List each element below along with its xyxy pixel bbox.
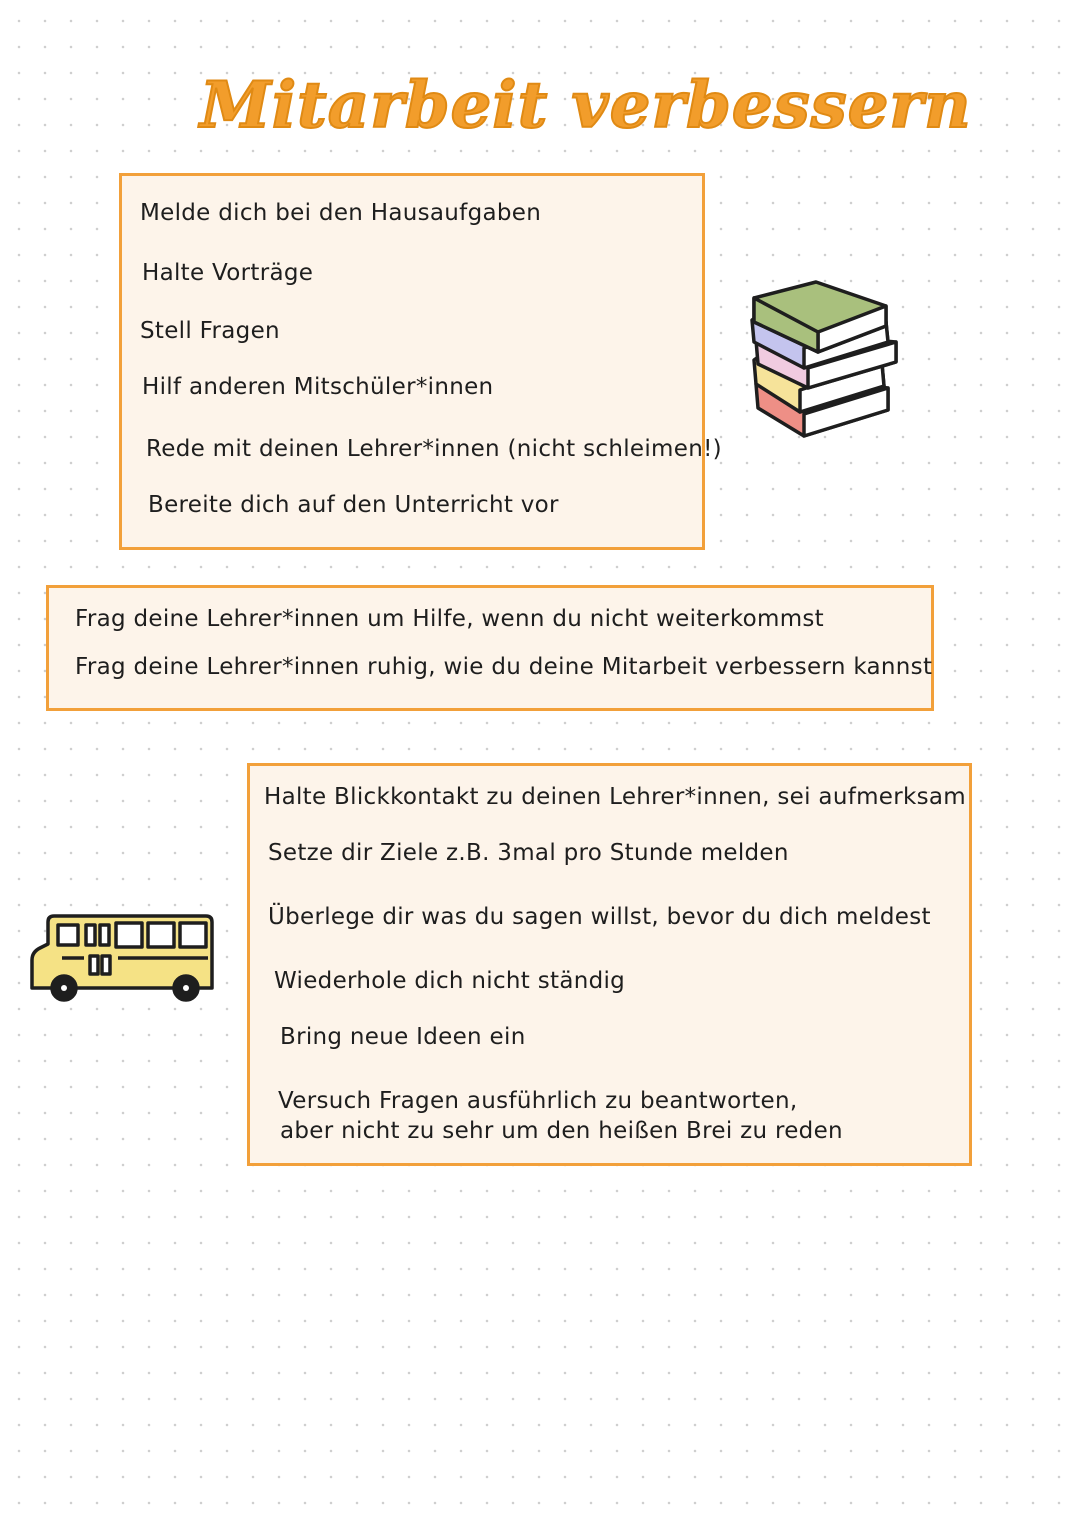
school-bus-icon (26, 908, 218, 1006)
tip-line: Frag deine Lehrer*innen ruhig, wie du deine Mitarbeit verbessern kannst (75, 654, 933, 680)
tip-line: aber nicht zu sehr um den heißen Brei zu reden (280, 1118, 843, 1144)
tip-line: Halte Blickkontakt zu deinen Lehrer*innen, sei aufmerksam (264, 784, 967, 810)
tips-box-participation (119, 173, 722, 550)
tip-line: Stell Fragen (140, 318, 280, 344)
stack-of-books-icon (746, 276, 906, 442)
tip-line: Versuch Fragen ausführlich zu beantworten, (278, 1088, 798, 1114)
tip-line: Melde dich bei den Hausaufgaben (140, 200, 542, 226)
tip-line: Setze dir Ziele z.B. 3mal pro Stunde melden (268, 840, 789, 866)
tip-line: Wiederhole dich nicht ständig (274, 968, 626, 994)
tip-line: Rede mit deinen Lehrer*innen (nicht schleimen!) (146, 436, 722, 462)
tip-line: Bereite dich auf den Unterricht vor (148, 492, 559, 518)
tip-line: Frag deine Lehrer*innen um Hilfe, wenn du nicht weiterkommst (75, 606, 825, 632)
tip-line: Bring neue Ideen ein (280, 1024, 526, 1050)
tip-line: Halte Vorträge (142, 260, 314, 286)
tips-box-in-class (247, 763, 972, 1166)
page-title: Mitarbeit verbessern (200, 68, 972, 143)
tip-line: Hilf anderen Mitschüler*innen (142, 374, 494, 400)
tips-box-ask-teachers (46, 585, 934, 711)
tip-line: Überlege dir was du sagen willst, bevor du dich meldest (268, 904, 931, 930)
